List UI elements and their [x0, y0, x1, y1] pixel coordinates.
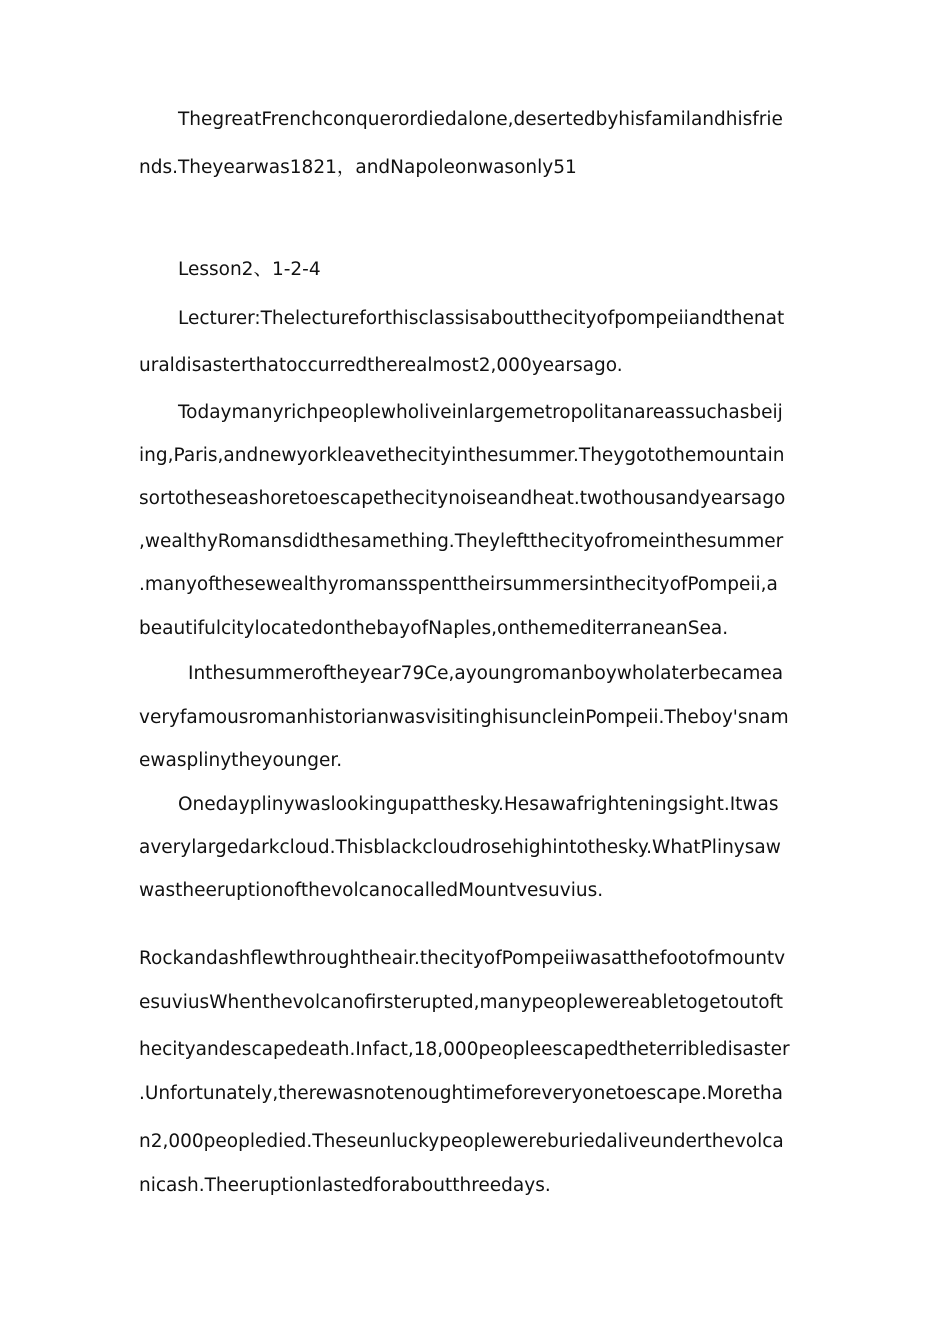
paragraph-today-line-3: sortotheseashoretoescapethecitynoiseandheat.twothousandyearsago	[139, 488, 786, 509]
paragraph-today-line-5: .manyofthesewealthyromansspenttheirsummersinthecityofPompeii,a	[139, 574, 778, 595]
paragraph-rock-line-6: nicash.Theeruptionlastedforaboutthreedays.	[139, 1175, 551, 1196]
paragraph-today-line-1: Todaymanyrichpeoplewholiveinlargemetropolitanareassuchasbeij	[178, 402, 783, 423]
lesson-heading: Lesson2、1-2-4	[178, 259, 321, 280]
paragraph-today-line-4: ,wealthyRomansdidthesamething.Theyleftthecityofromeinthesummer	[139, 531, 784, 552]
paragraph-rock-line-4: .Unfortunately,therewasnotenoughtimeforeveryonetoescape.Moretha	[139, 1083, 783, 1104]
paragraph-today-line-6: beautifulcitylocatedonthebayofNaples,onthemediterraneanSea.	[139, 618, 729, 639]
paragraph-oneday-line-3: wastheeruptionofthevolcanocalledMountvesuvius.	[139, 880, 604, 901]
paragraph-rock-line-2: esuviusWhenthevolcanofirsterupted,manypeoplewereabletogetoutoft	[139, 992, 783, 1013]
paragraph-rock-line-1: Rockandashflewthroughtheair.thecityofPompeiiwasatthefootofmountv	[139, 948, 786, 969]
paragraph-oneday-line-2: averylargedarkcloud.Thisblackcloudrosehighintothesky.WhatPlinysaw	[139, 837, 781, 858]
paragraph-oneday-line-1: Onedayplinywaslookingupatthesky.Hesawafrighteningsight.Itwas	[178, 794, 779, 815]
paragraph-napoleon-line-2: nds.Theyearwas1821，andNapoleonwasonly51	[139, 157, 577, 178]
paragraph-summer-line-3: ewasplinytheyounger.	[139, 750, 343, 771]
paragraph-rock-line-5: n2,000peopledied.Theseunluckypeoplewereburiedaliveunderthevolca	[139, 1131, 784, 1152]
paragraph-today-line-2: ing,Paris,andnewyorkleavethecityinthesummer.Theygotothemountain	[139, 445, 785, 466]
paragraph-napoleon-line-1: ThegreatFrenchconquerordiedalone,desertedbyhisfamilandhisfrie	[178, 109, 783, 130]
paragraph-summer-line-1: Inthesummeroftheyear79Ce,ayoungromanboywholaterbecamea	[188, 663, 784, 684]
paragraph-lecturer-line-2: uraldisasterthatoccurredtherealmost2,000yearsago.	[139, 355, 623, 376]
paragraph-lecturer-line-1: Lecturer:Thelectureforthisclassisaboutthecityofpompeiiandthenat	[178, 308, 785, 329]
paragraph-rock-line-3: hecityandescapedeath.Infact,18,000peopleescapedtheterribledisaster	[139, 1039, 790, 1060]
paragraph-summer-line-2: veryfamousromanhistorianwasvisitinghisuncleinPompeii.Theboy'snam	[139, 707, 789, 728]
